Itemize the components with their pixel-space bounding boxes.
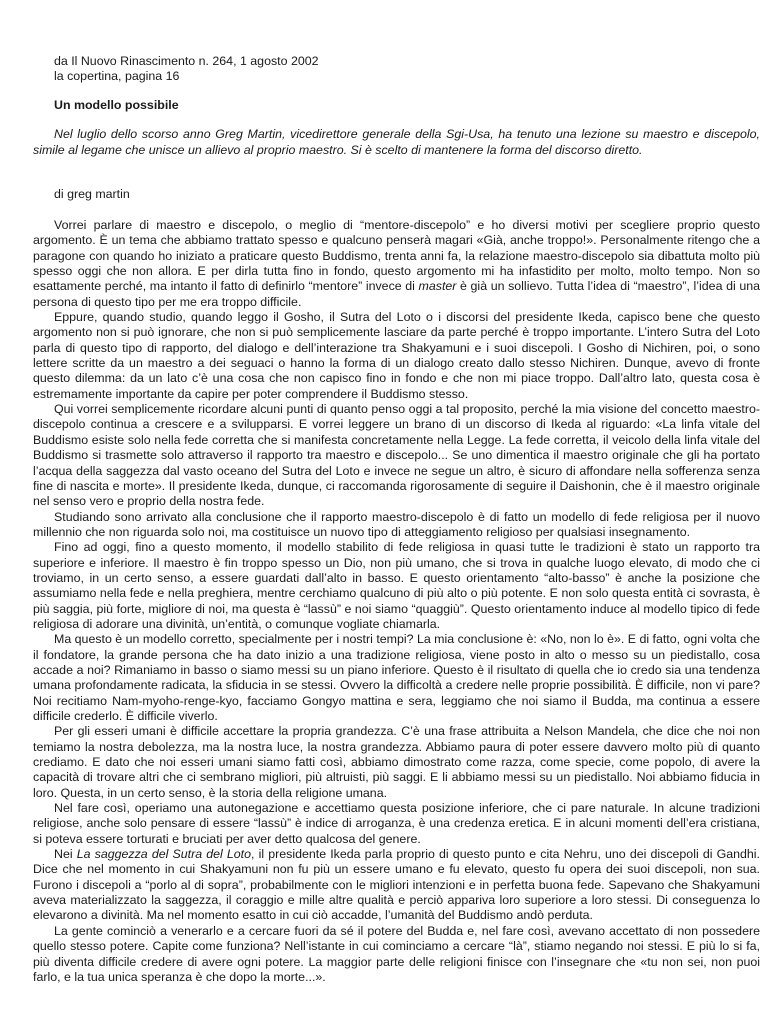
body-paragraph: Nel fare così, operiamo una autonegazione e accettiamo questa posizione inferiore, che ci pare naturale. In alcune tradizioni religiose, anche solo pensare di essere “lassù” è indice di arroganza, è una credenza eretica. E in alcuni momenti dell’era cristiana, si poteva essere torturati e bruciati per aver detto qualcosa del genere. <box>33 801 760 846</box>
body-paragraph: Ma questo è un modello corretto, specialmente per i nostri tempi? La mia conclusione è: «No, non lo è». E di fatto, ogni volta che il fondatore, la grande persona che ha dato inizio a una tradizione religiosa, viene posto in alto o messo su un piedistallo, cosa accade a noi? Rimaniamo in basso o siamo messi su un piano inferiore. Questo è il risultato di quella che io credo sia una tendenza umana profondamente radicata, la sfiducia in se stessi. Ovvero la difficoltà a credere nelle proprie possibilità. È difficile, non vi pare? Noi recitiamo Nam-myoho-renge-kyo, facciamo Gongyo mattina e sera, leggiamo che noi siamo il Budda, ma continua a essere difficile crederlo. È difficile viverlo. <box>33 632 760 723</box>
body-paragraph: Studiando sono arrivato alla conclusione che il rapporto maestro-discepolo è di fatto un modello di fede religiosa per il nuovo millennio che non riguarda solo noi, ma costituisce un nuovo tipo di atteggiamento religioso per qualsiasi insegnamento. <box>33 509 760 539</box>
intro-paragraph: Nel luglio dello scorso anno Greg Martin, vicedirettore generale della Sgi-Usa, ha tenuto una lezione su maestro e discepolo, simile al legame che unisce un allievo al proprio maestro. Si è scelto di mantenere la forma del discorso diretto. <box>33 127 760 157</box>
source-line: da Il Nuovo Rinascimento n. 264, 1 agosto 2002 <box>54 54 319 68</box>
body-paragraph: Vorrei parlare di maestro e discepolo, o meglio di “mentore-discepolo” e ho diversi motivi per scegliere proprio questo argomento. È un tema che abbiamo trattato spesso e qualcuno penserà magari «Già, anche troppo!». Personalmente ritengo che a paragone con quando ho iniziato a praticare questo Buddismo, trenta anni fa, la relazione maestro-discepolo sia dibattuta molto più spesso oggi che non allora. E per dirla tutta fino in fondo, questo argomento mi ha infastidito per molto, molto tempo. Non so esattamente perché, ma intanto il fatto di definirlo “mentore” invece di master è già un sollievo. Tutta l’idea di “maestro”, l’idea di una persona di questo tipo per me era troppo difficile. <box>33 218 761 309</box>
body-paragraph: Qui vorrei semplicemente ricordare alcuni punti di quanto penso oggi a tal proposito, perché la mia visione del concetto maestro-discepolo continua a crescere e a svilupparsi. E vorrei leggere un brano di un discorso di Ikeda al riguardo: «La linfa vitale del Buddismo esiste solo nella fede corretta che si manifesta concretamente nella Legge. La fede corretta, il veicolo della linfa vitale del Buddismo si trasmette solo attraverso il rapporto tra maestro e discepolo... Se uno dimentica il maestro originale che gli ha portato l’acqua della saggezza dal vasto oceano del Sutra del Loto e invece ne segue un altro, è sicuro di affondare nella sofferenza senza fine di nascita e morte». Il presidente Ikeda, dunque, ci raccomanda rigorosamente di seguire il Daishonin, che è il maestro originale nel senso vero e proprio della nostra fede. <box>33 402 760 509</box>
author-byline: di greg martin <box>54 187 130 201</box>
body-paragraph: Eppure, quando studio, quando leggo il Gosho, il Sutra del Loto o i discorsi del presidente Ikeda, capisco bene che questo argomento non si può ignorare, che non si può semplicemente lasciare da parte perché è troppo importante. L’intero Sutra del Loto parla di questo tipo di rapporto, del dialogo e dell’interazione tra Shakyamuni e i suoi discepoli. I Gosho di Nichiren, poi, o sono lettere scritte da un maestro a dei seguaci o hanno la forma di un dialogo creato dallo stesso Nichiren. Dunque, avevo di fronte questo dilemma: da un lato c’è una cosa che non capisco fino in fondo e che non mi piace troppo. Dall’altro lato, questa cosa è estremamente importante da capire per poter comprendere il Buddismo stesso. <box>33 310 760 401</box>
article-title: Un modello possibile <box>54 98 179 112</box>
body-paragraph: Nei La saggezza del Sutra del Loto, il presidente Ikeda parla proprio di questo punto e cita Nehru, uno dei discepoli di Gandhi. Dice che nel momento in cui Shakyamuni non fu più un essere umano e fu elevato, questo fu opera dei suoi discepoli, non sua. Furono i discepoli a “porlo al di sopra”, probabilmente con le migliori intenzioni e in perfetta buona fede. Sapevano che Shakyamuni aveva materializzato la saggezza, il coraggio e mille altre qualità e perciò appariva loro superiore a loro stessi. Di conseguenza lo elevarono a divinità. Ma nel momento esatto in cui ciò accadde, l’umanità del Buddismo andò perduta. <box>33 847 760 923</box>
body-paragraph: Per gli esseri umani è difficile accettare la propria grandezza. C’è una frase attribuita a Nelson Mandela, che dice che noi non temiamo la nostra debolezza, ma la nostra luce, la nostra grandezza. Abbiamo paura di poter essere davvero molto più di quanto crediamo. E dato che noi esseri umani siamo fatti così, abbiamo dimostrato come razza, come specie, come popolo, di avere la capacità di trovare altri che ci sembrano migliori, più altruisti, più saggi. E li abbiamo messi su un piedistallo. Noi abbiamo fiducia in loro. Questa, in un certo senso, è la storia della religione umana. <box>33 724 760 800</box>
article-body <box>33 218 760 985</box>
location-line: la copertina, pagina 16 <box>54 69 180 83</box>
body-paragraph: La gente cominciò a venerarlo e a cercare fuori da sé il potere del Budda e, nel fare così, avevano accettato di non possedere quello stesso potere. Capite come funziona? Nell’istante in cui cominciamo a cercare “là”, stiamo negando noi stessi. E più lo si fa, più diventa difficile credere di avere ogni potere. La maggior parte delle religioni finisce con l’insegnare che «tu non sei, non puoi farlo, e la tua unica speranza è che dopo la morte...». <box>33 923 760 984</box>
body-paragraph: Fino ad oggi, fino a questo momento, il modello stabilito di fede religiosa in quasi tutte le tradizioni è stato un rapporto tra superiore e inferiore. Il maestro è fin troppo spesso un Dio, non più umano, che si trova in qualche luogo elevato, di modo che ci troviamo, in un certo senso, a essere guardati dall’alto in basso. E questo orientamento “alto-basso” è anche la posizione che assumiamo nella fede e nella preghiera, mentre cerchiamo qualcuno di più alto o più potente. E non solo questa entità ci sovrasta, è più saggia, più forte, migliore di noi, ma questa è “lassù” e noi siamo “quaggiù”. Questo orientamento induce al modello tipico di fede religiosa di adorare una divinità, un’entità, o comunque vogliate chiamarla. <box>33 540 760 631</box>
